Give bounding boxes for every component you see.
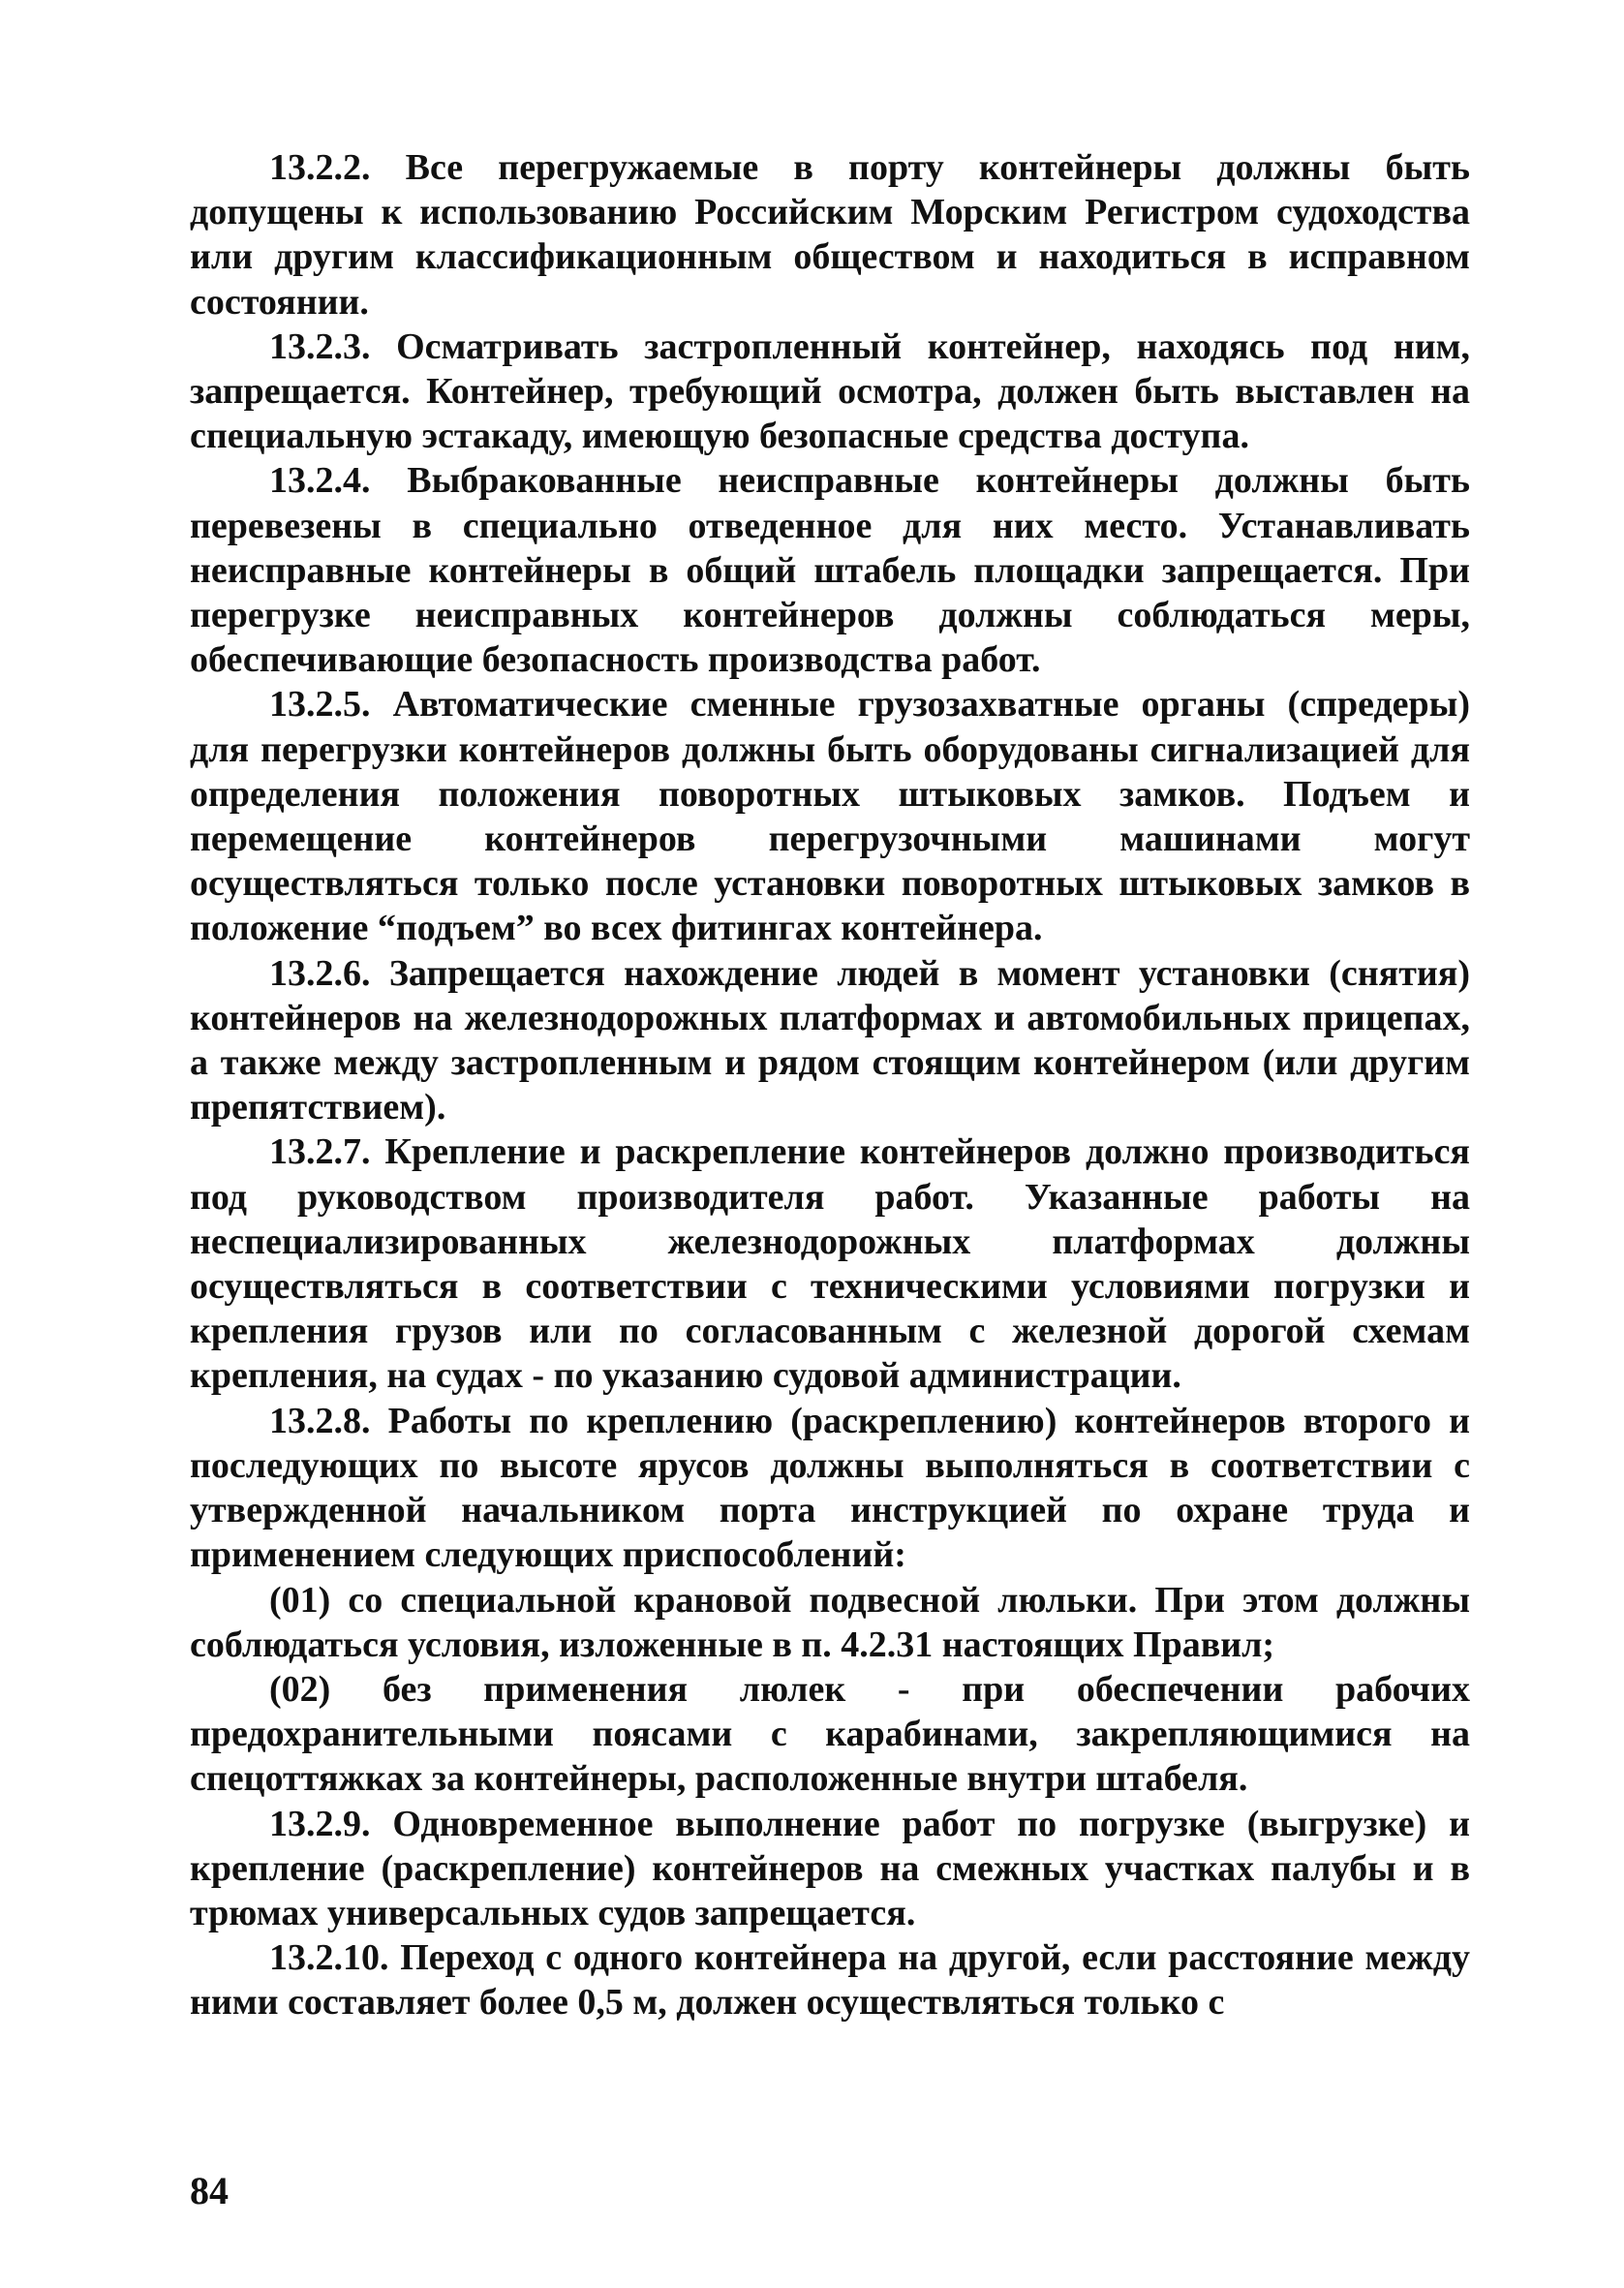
paragraph-13-2-3: 13.2.3. Осматривать застропленный контейнер, находясь под ним, запрещается. Контейнер, требующий осмотра, должен быть выставлен на специальную эстакаду, имеющую безопасные средства доступа. — [190, 325, 1470, 457]
paragraph-13-2-4: 13.2.4. Выбракованные неисправные контейнеры должны быть перевезены в специально отведенное для них место. Устанавливать неисправные контейнеры в общий штабель площадки запрещается. При перегрузке неисправных контейнеров должны соблюдаться меры, обеспечивающие безопасность производства работ. — [190, 460, 1470, 681]
paragraph-13-2-6: 13.2.6. Запрещается нахождение людей в момент установки (снятия) контейнеров на железнодорожных платформах и автомобильных прицепах, а также между застропленным и рядом стоящим контейнером (или другим препятствием). — [190, 952, 1470, 1129]
list-item-02: (02) без применения люлек - при обеспечении рабочих предохранительными поясами с карабинами, закрепляющимися на спецоттяжках за контейнеры, расположенные внутри штабеля. — [190, 1668, 1470, 1800]
paragraph-13-2-7: 13.2.7. Крепление и раскрепление контейнеров должно производиться под руководством производителя работ. Указанные работы на неспециализированных железнодорожных платформах должны осуществляться в соответствии с техническими условиями погрузки и крепления грузов или по согласованным с железной дорогой схемам крепления, на судах - по указанию судовой администрации. — [190, 1131, 1470, 1397]
paragraph-13-2-8: 13.2.8. Работы по креплению (раскреплению) контейнеров второго и последующих по высоте ярусов должны выполняться в соответствии с утвержденной начальником порта инструкцией по охране труда и применением следующих приспособлений: — [190, 1400, 1470, 1576]
paragraph-13-2-2: 13.2.2. Все перегружаемые в порту контейнеры должны быть допущены к использованию Российским Морским Регистром судоходства или другим классификационным обществом и находиться в исправном состоянии. — [190, 147, 1470, 323]
paragraph-13-2-5: 13.2.5. Автоматические сменные грузозахватные органы (спредеры) для перегрузки контейнеров должны быть оборудованы сигнализацией для определения положения поворотных штыковых замков. Подъем и перемещение контейнеров перегрузочными машинами могут осуществляться только после установки поворотных штыковых замков в положение “подъем” во всех фитингах контейнера. — [190, 684, 1470, 949]
list-item-01: (01) со специальной крановой подвесной люльки. При этом должны соблюдаться условия, изложенные в п. 4.2.31 настоящих Правил; — [190, 1579, 1470, 1665]
paragraph-13-2-9: 13.2.9. Одновременное выполнение работ по погрузке (выгрузке) и крепление (раскрепление) контейнеров на смежных участках палубы и в трюмах универсальных судов запрещается. — [190, 1803, 1470, 1933]
paragraph-13-2-10: 13.2.10. Переход с одного контейнера на другой, если расстояние между ними составляет более 0,5 м, должен осуществляться только с — [190, 1937, 1470, 2024]
page-number: 84 — [190, 2169, 229, 2212]
document-body — [190, 145, 1470, 2025]
